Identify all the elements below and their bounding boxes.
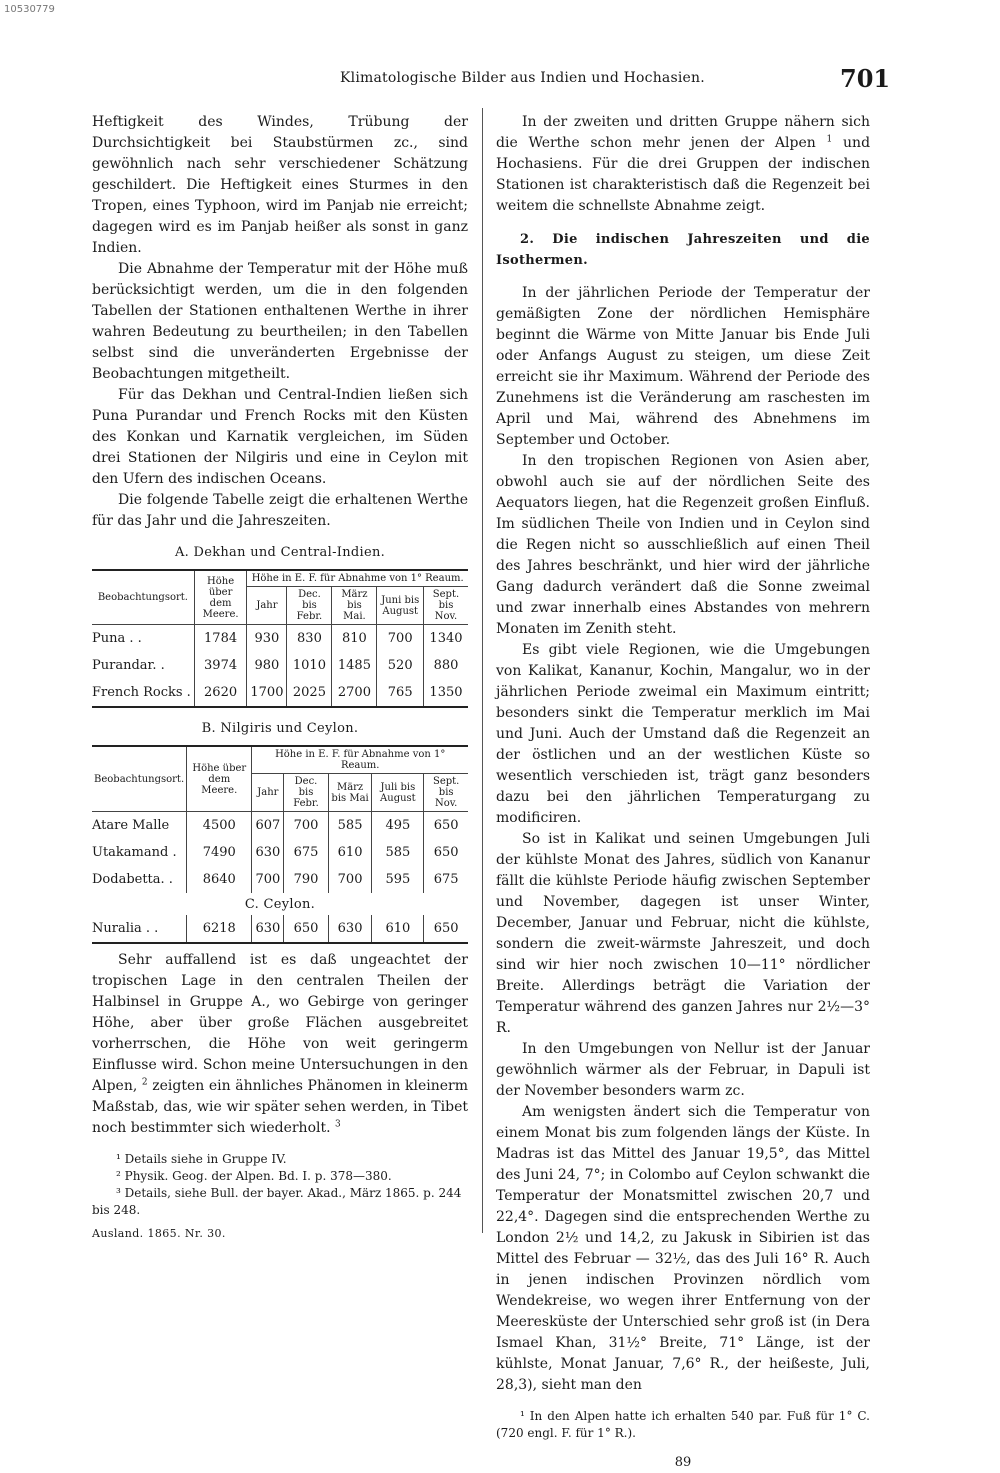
col-header-height: Höhe über dem Meere. (194, 570, 247, 625)
footnote: bis 248. (92, 1203, 141, 1217)
year-value: 980 (247, 652, 287, 679)
height-value: 8640 (187, 866, 252, 893)
paragraph: In den Umgebungen von Nellur ist der Januar gewöhnlich wärmer als der Februar, in Dapuli ist der November besonders warm zc. (496, 1041, 870, 1099)
right-column (496, 112, 870, 1473)
footnote-marker: 1 (826, 134, 833, 145)
col-header-winter: Dec. bis Febr. (284, 774, 328, 812)
winter-value: 700 (284, 812, 328, 840)
col-header-year: Jahr (247, 587, 287, 625)
year-value: 630 (252, 915, 284, 943)
table-row (92, 915, 468, 943)
footnote-marker: 3 (335, 1119, 341, 1130)
year-value: 930 (247, 625, 287, 653)
col-header-autumn: Sept. bis Nov. (423, 587, 468, 625)
paragraph-text: zeigten ein ähnliches Phänomen in kleinerm Maßstab, das, wie wir später sehen werden, in Tibet noch bestimmter sich wiederholt. (92, 1078, 469, 1136)
spring-value: 585 (328, 812, 372, 840)
height-value: 6218 (187, 915, 252, 943)
spring-value: 1485 (332, 652, 377, 679)
year-value: 700 (252, 866, 284, 893)
spring-value: 2700 (332, 679, 377, 707)
winter-value: 1010 (287, 652, 332, 679)
height-value: 3974 (194, 652, 247, 679)
paragraph: So ist in Kalikat und seinen Umgebungen Juli der kühlste Monat des Jahres, südlich von Kananur fällt die kühlste Periode häufig zwischen September und November, dagegen ist unser Winter, December, Januar und Februar, nicht die kühlste, sondern die zweit-wärmste Jahreszeit, und doch sind wir hier noch zwischen 10—11° nördlicher Breite. Allerdings beträgt die Variation der Temperatur während des ganzen Jahres nur 2½—3° R. (496, 831, 870, 1036)
footnote: ¹ In den Alpen hatte ich erhalten 540 par. Fuß für 1° C. (720 engl. F. für 1° R.). (496, 1409, 870, 1440)
year-value: 607 (252, 812, 284, 840)
autumn-value: 650 (424, 915, 468, 943)
summer-value: 610 (372, 915, 424, 943)
page-number: 701 (840, 64, 891, 93)
spring-value: 810 (332, 625, 377, 653)
col-header-winter: Dec. bis Febr. (287, 587, 332, 625)
col-header-station: Beobachtungsort. (92, 746, 187, 812)
paragraph: Für das Dekhan und Central-Indien ließen sich Puna Purandar und French Rocks mit den Küsten des Konkan und Karnatik vergleichen, im Süden drei Stationen der Nilgiris und eine in Ceylon mit den Ufern des indischen Oceans. (92, 387, 468, 487)
col-header-summer: Juni bis August (377, 587, 424, 625)
running-head: Klimatologische Bilder aus Indien und Hochasien. (340, 70, 705, 86)
col-header-autumn: Sept. bis Nov. (424, 774, 468, 812)
col-header-spring: März bis Mai (328, 774, 372, 812)
autumn-value: 1340 (423, 625, 468, 653)
col-header-station: Beobachtungsort. (92, 570, 194, 625)
paragraph (496, 112, 870, 217)
paragraph-text: In der zweiten und dritten Gruppe nähern sich die Werthe schon mehr jenen der Alpen (496, 114, 870, 151)
section-title: 2. Die indischen Jahreszeiten und die Isothermen. (496, 232, 870, 268)
winter-value: 830 (287, 625, 332, 653)
summer-value: 585 (372, 839, 424, 866)
sheet-signature: 89 (674, 1455, 692, 1470)
col-header-height: Höhe über dem Meere. (187, 746, 252, 812)
table-a-caption: A. Dekhan und Central-Indien. (174, 545, 386, 560)
col-header-group: Höhe in E. F. für Abnahme von 1° Reaum. (247, 570, 468, 587)
spring-value: 630 (328, 915, 372, 943)
autumn-value: 650 (424, 812, 468, 840)
footnotes (92, 1151, 468, 1219)
paragraph: In der jährlichen Periode der Temperatur der gemäßigten Zone der nördlichen Hemisphäre beginnt die Wärme von Mitte Januar bis Ende Juli oder Anfangs August zu steigen, um diese Zeit erreicht sie ihr Maximum. Während der Periode des Zunehmens ist die Veränderung am raschesten im April und Mai, während des Abnehmens im September und October. (496, 285, 870, 448)
archive-id: 10530779 (4, 4, 55, 15)
column-divider (482, 108, 483, 1233)
station-name: Purandar. . (92, 658, 165, 673)
winter-value: 650 (284, 915, 328, 943)
station-name: Atare Malle (92, 818, 170, 833)
footnote: ² Physik. Geog. der Alpen. Bd. I. p. 378—380. (116, 1169, 392, 1183)
autumn-value: 880 (423, 652, 468, 679)
col-header-spring: März bis Mai. (332, 587, 377, 625)
summer-value: 700 (377, 625, 424, 653)
table-row (92, 652, 468, 679)
table-row (92, 625, 468, 653)
col-header-group: Höhe in E. F. für Abnahme von 1° Reaum. (252, 746, 468, 774)
summer-value: 595 (372, 866, 424, 893)
station-name: Puna . . (92, 631, 142, 646)
summer-value: 765 (377, 679, 424, 707)
footnote-marker: 2 (141, 1077, 148, 1088)
col-header-summer: Juli bis August (372, 774, 424, 812)
paragraph: Am wenigsten ändert sich die Temperatur von einem Monat bis zum folgenden längs der Küste. In Madras ist das Mittel des Januar 19,5°, das Mittel des Juni 24, 7°; in Colombo auf Ceylon schwankt die Temperatur der Monatsmittel zwischen 20,7 und 22,4°. Dagegen sind die entsprechenden Werthe zu London 2½ und 14,2, zu Jakusk in Sibirien ist das Mittel des Februar — 32½, das des Juli 16° R. Auch in jenen indischen Provinzen nördlich vom Wendekreise, wo wegen ihrer Entfernung von der Meeresküste der Unterschied sehr groß ist (in Dera Ismael Khan, 31½° Breite, 71° Länge, ist der kühlste, Monat Januar, 7,6° R., der heißeste, Juli, 28,3), sieht man den (496, 1104, 870, 1393)
table-row (92, 866, 468, 893)
table-row (92, 679, 468, 707)
height-value: 1784 (194, 625, 247, 653)
table-b-caption: B. Nilgiris und Ceylon. (201, 721, 359, 736)
paragraph (92, 950, 468, 1139)
paragraph-text: und Hochasiens. Für die drei Gruppen der indischen Stationen ist charakteristisch daß die Regenzeit bei weitem die schnellste Abnahme zeigt. (496, 135, 871, 214)
winter-value: 675 (284, 839, 328, 866)
summer-value: 520 (377, 652, 424, 679)
table-b (92, 745, 468, 944)
summer-value: 495 (372, 812, 424, 840)
paragraph: In den tropischen Regionen von Asien aber, obwohl auch sie auf der nördlichen Seite des Aequators liegen, hat die Regenzeit großen Einfluß. Im südlichen Theile von Indien und in Ceylon sind die Regen nicht so ausschließlich auf einen Theil des Jahres beschränkt, und hier wird der jährliche Gang dadurch verändert daß die Sonne zweimal und zwar innerhalb eines Abstandes von mehrern Monaten im Zenith steht. (496, 453, 870, 637)
paragraph: Es gibt viele Regionen, wie die Umgebungen von Kalikat, Kananur, Kochin, Mangalur, wo in der jährlichen Periode zweimal ein Maximum eintritt; besonders sinkt die Temperatur merklich im Mai und Juni. Auch der Umstand daß die Regenzeit an der östlichen und an der westlichen Küste so wesentlich verschieden ist, trägt ganz besonders dazu bei den jährlichen Temperaturgang zu modificiren. (496, 642, 870, 826)
spring-value: 610 (328, 839, 372, 866)
paragraph-text: Sehr auffallend ist es daß ungeachtet der tropischen Lage in den centralen Theilen der Halbinsel in Gruppe A., wo Gebirge von geringer Höhe, aber über große Flächen ausgebreitet vorherrschen, die Höhe von weit geringerm Einflusse wird. Schon meine Untersuchungen in den Alpen, (92, 952, 468, 1094)
height-value: 4500 (187, 812, 252, 840)
winter-value: 2025 (287, 679, 332, 707)
footnote: ³ Details, siehe Bull. der bayer. Akad., März 1865. p. 244 (116, 1186, 462, 1200)
table-a (92, 569, 468, 708)
paragraph: Die Abnahme der Temperatur mit der Höhe muß berücksichtigt werden, um die in den folgenden Tabellen der Stationen enthaltenen Werthe in ihrer wahren Bedeutung zu beurtheilen; in den Tabellen selbst sind die unveränderten Ergebnisse der Beobachtungen mitgetheilt. (92, 261, 468, 382)
imprint: Ausland. 1865. Nr. 30. (92, 1227, 226, 1240)
table-c-caption: C. Ceylon. (244, 896, 316, 912)
winter-value: 790 (284, 866, 328, 893)
station-name: French Rocks . (92, 685, 191, 700)
autumn-value: 1350 (423, 679, 468, 707)
height-value: 2620 (194, 679, 247, 707)
table-row (92, 839, 468, 866)
table-row (92, 812, 468, 840)
paragraph: Heftigkeit des Windes, Trübung der Durchsichtigkeit bei Staubstürmen zc., sind gewöhnlich nach sehr verschiedener Schätzung geschildert. Die Heftigkeit eines Sturmes in den Tropen, eines Typhoon, wird im Panjab nie erreicht; dagegen wird es im Panjab heißer als sonst in ganz Indien. (92, 114, 468, 256)
footnotes (496, 1408, 870, 1442)
height-value: 7490 (187, 839, 252, 866)
paragraph: Die folgende Tabelle zeigt die erhaltenen Werthe für das Jahr und die Jahreszeiten. (92, 492, 468, 529)
year-value: 630 (252, 839, 284, 866)
year-value: 1700 (247, 679, 287, 707)
left-column (92, 112, 468, 1244)
station-name: Nuralia . . (92, 921, 159, 936)
autumn-value: 675 (424, 866, 468, 893)
footnote: ¹ Details siehe in Gruppe IV. (116, 1152, 287, 1166)
spring-value: 700 (328, 866, 372, 893)
col-header-year: Jahr (252, 774, 284, 812)
autumn-value: 650 (424, 839, 468, 866)
station-name: Dodabetta. . (92, 872, 173, 887)
station-name: Utakamand . (92, 845, 177, 860)
